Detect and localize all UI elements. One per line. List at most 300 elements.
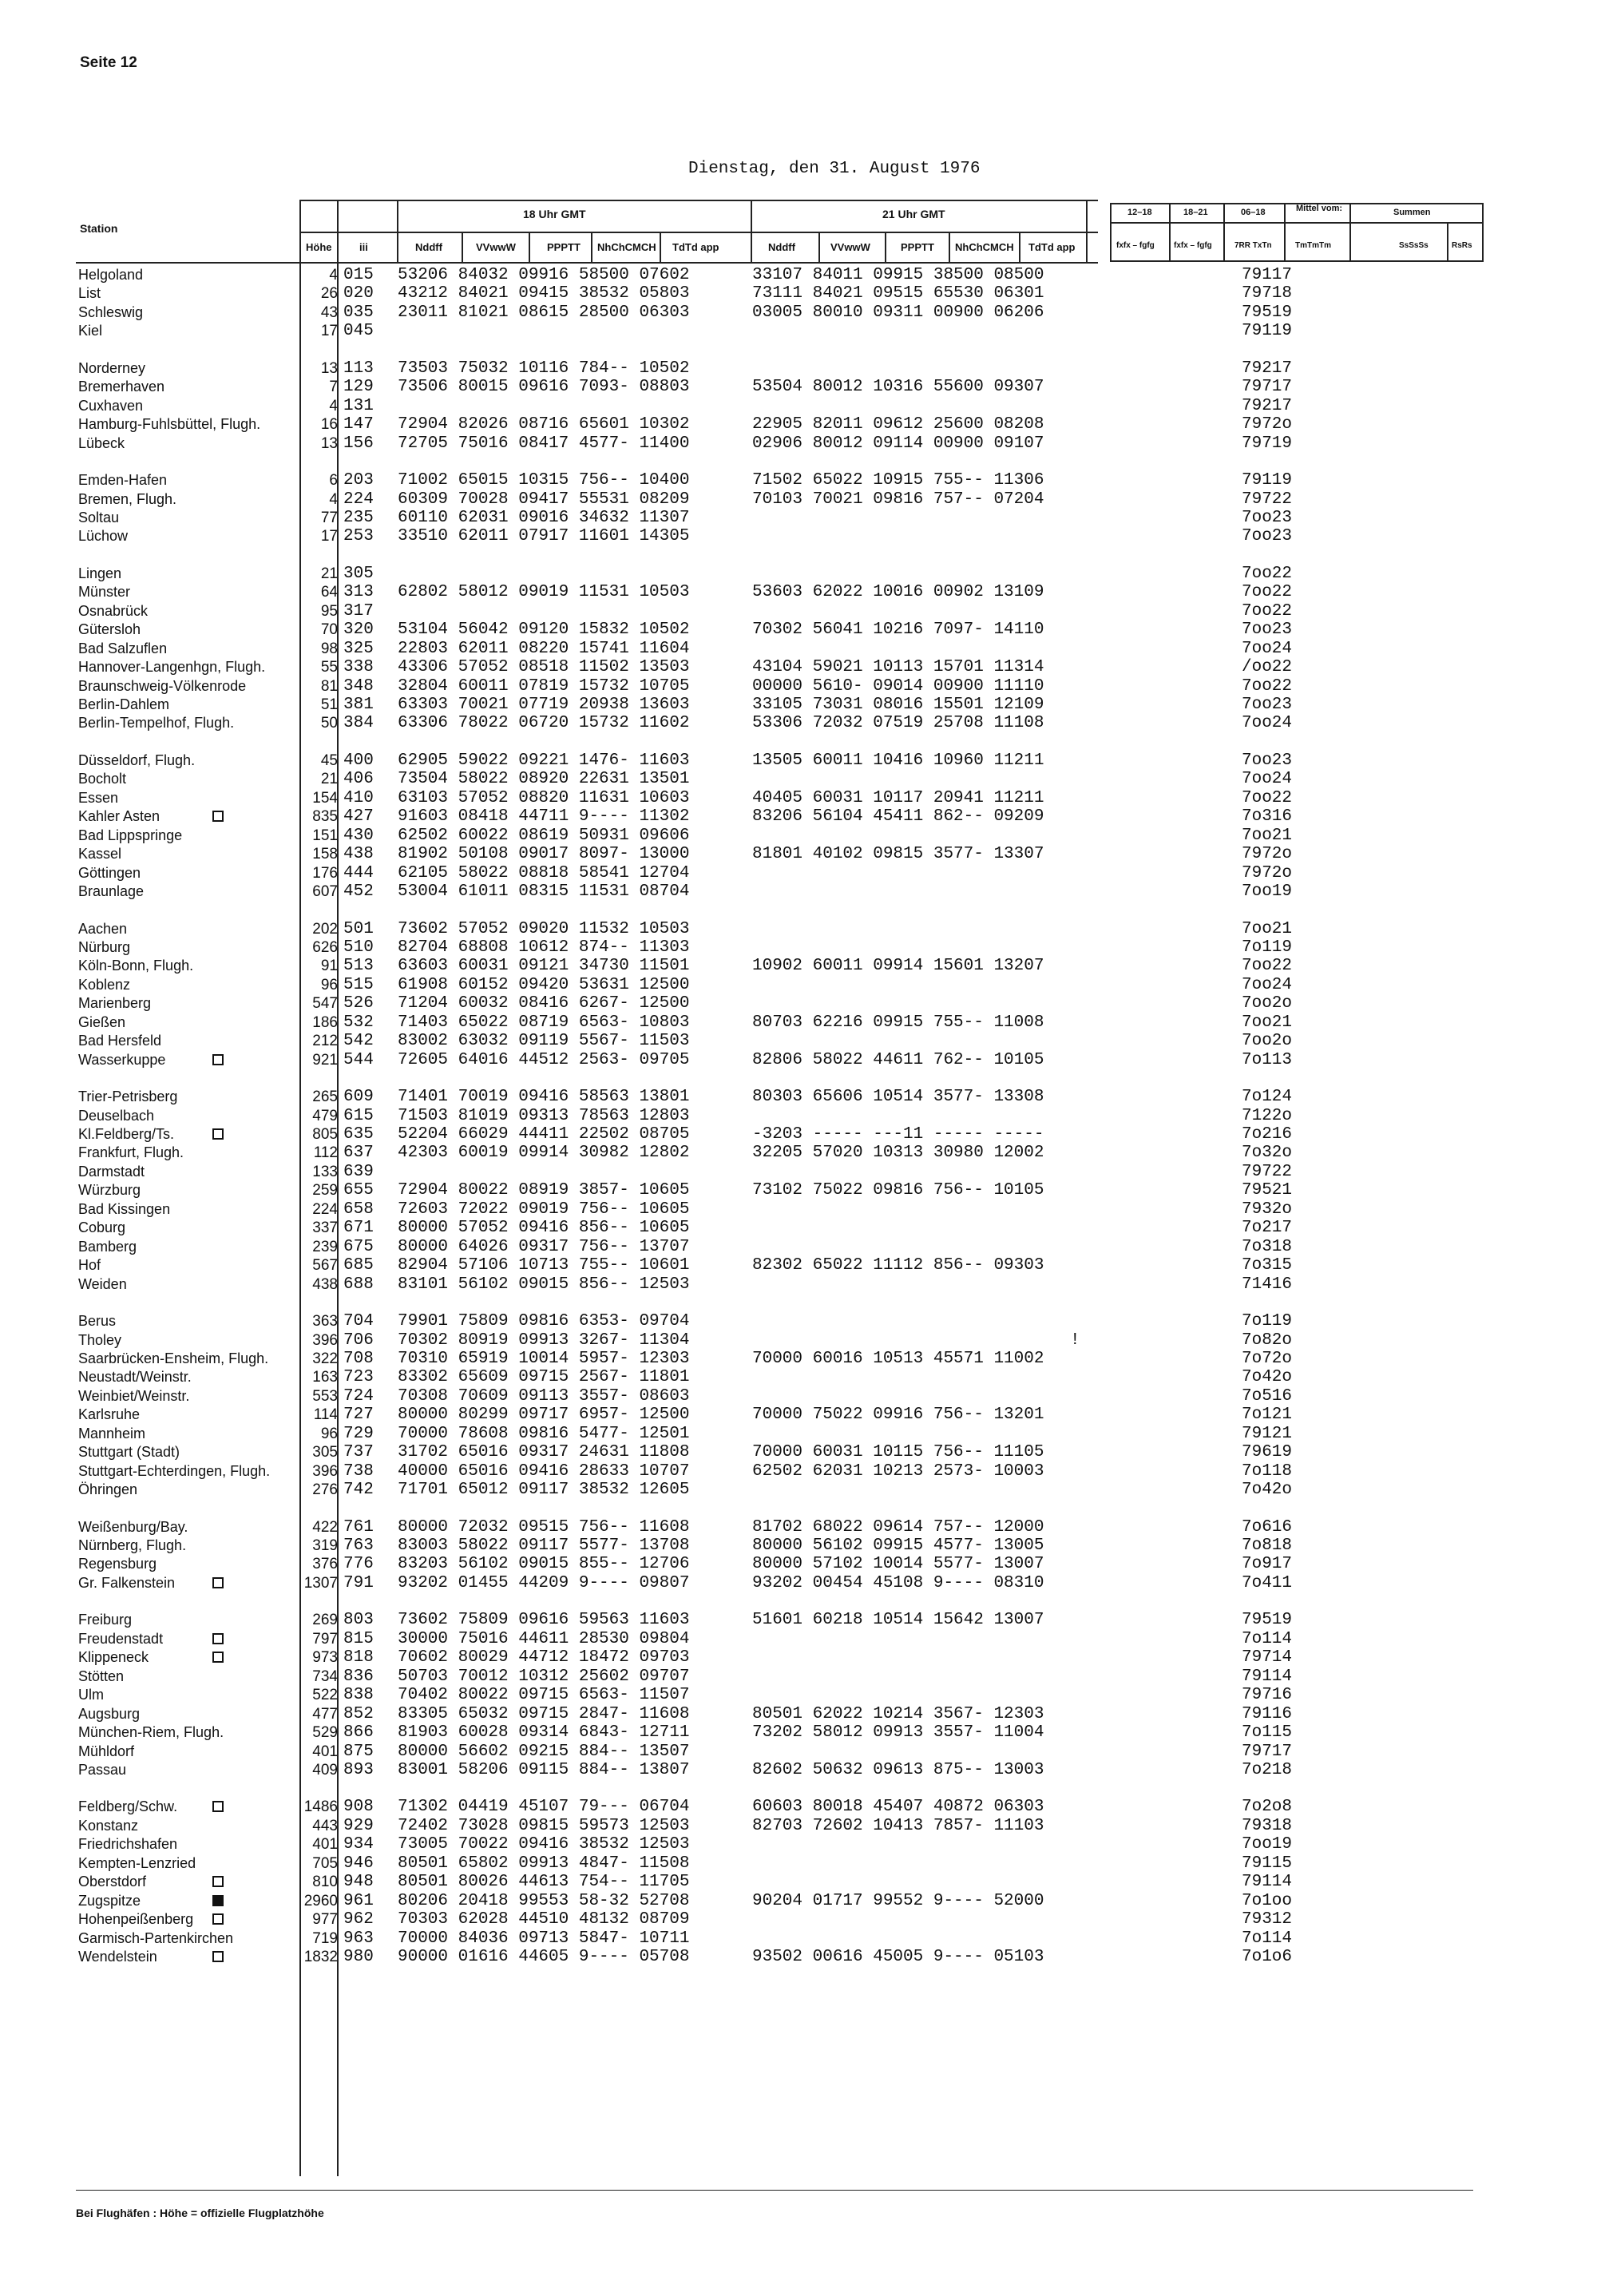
station-hoehe: 26 — [320, 285, 338, 302]
station-hoehe: 607 — [312, 883, 338, 900]
station-hoehe: 719 — [312, 1930, 338, 1947]
station-iii: 803 — [343, 1611, 374, 1629]
station-hoehe: 443 — [312, 1818, 338, 1834]
station-iii: 929 — [343, 1817, 374, 1835]
table-row — [0, 1667, 1597, 1686]
station-hoehe: 224 — [312, 1201, 338, 1218]
header-18-uhr: 18 Uhr GMT — [523, 208, 586, 220]
header-21-col-3: PPPTT — [901, 241, 934, 253]
table-row — [0, 1892, 1597, 1910]
obs-18-uhr: 71002 65015 10315 756-- 10400 — [398, 471, 690, 490]
square-marker — [212, 1128, 224, 1140]
header-21-col-2: VVwwW — [830, 241, 870, 253]
table-row — [0, 1630, 1597, 1648]
square-marker — [212, 1913, 224, 1925]
header-06-18: 06–18 — [1241, 208, 1266, 217]
station-name: Bad Salzuflen — [78, 640, 168, 656]
station-iii: 224 — [343, 490, 374, 509]
obs-18-uhr: 71503 81019 09313 78563 12803 — [398, 1107, 690, 1125]
station-hoehe: 151 — [312, 827, 338, 844]
station-hoehe: 363 — [312, 1313, 338, 1330]
header-18-col-1: Nddff — [415, 241, 442, 253]
station-name: Kempten-Lenzried — [78, 1855, 196, 1871]
tagesmittel-value: 79114 — [1242, 1873, 1293, 1891]
station-hoehe: 376 — [312, 1556, 338, 1572]
station-name: Bocholt — [78, 771, 127, 787]
station-hoehe: 835 — [312, 808, 338, 825]
station-iii: 723 — [343, 1368, 374, 1386]
tagesmittel-value: 7oo22 — [1242, 677, 1293, 696]
table-row — [0, 1312, 1597, 1330]
tagesmittel-value: 79119 — [1242, 471, 1293, 490]
table-row — [0, 415, 1597, 434]
station-hoehe: 17 — [320, 528, 338, 545]
station-hoehe: 202 — [312, 921, 338, 938]
table-row — [0, 1219, 1597, 1237]
tagesmittel-value: 79521 — [1242, 1181, 1293, 1200]
tagesmittel-value: 79217 — [1242, 397, 1293, 415]
obs-21-uhr: 33107 84011 09915 38500 08500 — [752, 266, 1044, 284]
station-hoehe: 186 — [312, 1014, 338, 1031]
station-hoehe: 705 — [312, 1855, 338, 1872]
obs-21-uhr: 70000 60016 10513 45571 11002 — [752, 1350, 1044, 1368]
station-name: Saarbrücken-Ensheim, Flugh. — [78, 1350, 269, 1366]
obs-18-uhr: 42303 60019 09914 30982 12802 — [398, 1144, 690, 1162]
station-name: Lingen — [78, 565, 122, 581]
station-name: Freiburg — [78, 1612, 133, 1628]
station-iii: 655 — [343, 1181, 374, 1200]
station-hoehe: 797 — [312, 1631, 338, 1648]
station-hoehe: 396 — [312, 1332, 338, 1349]
station-name: Karlsruhe — [78, 1406, 141, 1422]
station-iii: 763 — [343, 1537, 374, 1555]
station-iii: 045 — [343, 322, 374, 340]
obs-18-uhr: 70302 80919 09913 3267- 11304 — [398, 1331, 690, 1350]
station-hoehe: 114 — [313, 1406, 338, 1423]
obs-18-uhr: 62105 58022 08818 58541 12704 — [398, 864, 690, 882]
station-iii: 963 — [343, 1929, 374, 1948]
station-hoehe: 154 — [312, 790, 338, 807]
station-name: Würzburg — [78, 1182, 141, 1198]
station-hoehe: 547 — [312, 995, 338, 1012]
station-iii: 704 — [343, 1312, 374, 1330]
obs-18-uhr: 73503 75032 10116 784-- 10502 — [398, 359, 690, 378]
station-name: Lüchow — [78, 528, 129, 544]
station-iii: 708 — [343, 1350, 374, 1368]
station-iii: 962 — [343, 1910, 374, 1929]
footer-rule — [76, 2190, 1473, 2191]
station-name: Emden-Hafen — [78, 472, 168, 488]
obs-21-uhr: 80303 65606 10514 3577- 13308 — [752, 1088, 1044, 1106]
tagesmittel-value: 79714 — [1242, 1648, 1293, 1667]
station-name: München-Riem, Flugh. — [78, 1724, 224, 1740]
obs-21-uhr: 32205 57020 10313 30980 12002 — [752, 1144, 1044, 1162]
station-name: Stötten — [78, 1668, 125, 1684]
obs-18-uhr: 32804 60011 07819 15732 10705 — [398, 677, 690, 696]
tagesmittel-value: 7oo21 — [1242, 1013, 1293, 1032]
table-row — [0, 751, 1597, 770]
table-row — [0, 1425, 1597, 1443]
station-iii: 776 — [343, 1555, 374, 1573]
subheader-12-18: fxfx – fgfg — [1116, 241, 1155, 250]
table-row — [0, 1443, 1597, 1461]
obs-21-uhr: 90204 01717 99552 9---- 52000 — [752, 1892, 1044, 1910]
table-row — [0, 1817, 1597, 1835]
station-iii: 129 — [343, 378, 374, 396]
tagesmittel-value: 7oo22 — [1242, 789, 1293, 807]
station-name: Trier-Petrisberg — [78, 1089, 178, 1104]
station-name: Düsseldorf, Flugh. — [78, 752, 196, 768]
station-iii: 724 — [343, 1387, 374, 1406]
station-iii: 515 — [343, 976, 374, 994]
tagesmittel-value: 7o616 — [1242, 1518, 1293, 1537]
obs-18-uhr: 70308 70609 09113 3557- 08603 — [398, 1387, 690, 1406]
tagesmittel-value: 7o1oo — [1242, 1892, 1293, 1910]
obs-18-uhr: 70402 80022 09715 6563- 11507 — [398, 1686, 690, 1704]
obs-21-uhr: -3203 ----- ---11 ----- ----- — [752, 1125, 1044, 1144]
obs-18-uhr: 52204 66029 44411 22502 08705 — [398, 1125, 690, 1144]
station-hoehe: 479 — [312, 1108, 338, 1124]
station-iii: 430 — [343, 827, 374, 845]
station-iii: 934 — [343, 1835, 374, 1854]
station-iii: 410 — [343, 789, 374, 807]
obs-18-uhr: 72904 80022 08919 3857- 10605 — [398, 1181, 690, 1200]
obs-18-uhr: 83203 56102 09015 855-- 12706 — [398, 1555, 690, 1573]
station-name: Lübeck — [78, 435, 125, 451]
obs-21-uhr: 70000 75022 09916 756-- 13201 — [752, 1406, 1044, 1424]
station-name: Freudenstadt — [78, 1631, 164, 1647]
obs-18-uhr: 71701 65012 09117 38532 12605 — [398, 1481, 690, 1499]
table-row — [0, 621, 1597, 639]
table-row — [0, 1462, 1597, 1481]
tagesmittel-value: 7oo2o — [1242, 994, 1293, 1013]
date-line: Dienstag, den 31. August 1976 — [688, 160, 981, 178]
station-hoehe: 276 — [312, 1481, 338, 1498]
table-row — [0, 1350, 1597, 1368]
obs-18-uhr: 71204 60032 08416 6267- 12500 — [398, 994, 690, 1013]
table-row — [0, 1088, 1597, 1106]
table-row — [0, 1518, 1597, 1537]
header-18-col-3: PPPTT — [547, 241, 581, 253]
tagesmittel-value: 7o115 — [1242, 1723, 1293, 1742]
station-name: Bad Lippspringe — [78, 827, 183, 843]
station-name: Münster — [78, 584, 131, 600]
station-hoehe: 265 — [312, 1089, 338, 1105]
station-hoehe: 401 — [312, 1836, 338, 1853]
station-iii: 113 — [343, 359, 374, 378]
tagesmittel-value: 7oo2o — [1242, 1032, 1293, 1050]
obs-18-uhr: 63306 78022 06720 15732 11602 — [398, 714, 690, 732]
station-name: Tholey — [78, 1332, 122, 1348]
station-hoehe: 269 — [312, 1612, 338, 1628]
footnote: Bei Flughäfen : Höhe = offizielle Flugplatzhöhe — [76, 2207, 324, 2219]
station-hoehe: 7 — [329, 379, 338, 395]
obs-18-uhr: 22803 62011 08220 15741 11604 — [398, 640, 690, 658]
tagesmittel-value: 7o114 — [1242, 1630, 1293, 1648]
station-hoehe: 438 — [312, 1276, 338, 1293]
station-hoehe: 91 — [320, 958, 338, 974]
table-row — [0, 1611, 1597, 1629]
station-iii: 438 — [343, 845, 374, 863]
obs-18-uhr: 33510 62011 07917 11601 14305 — [398, 527, 690, 545]
obs-21-uhr: 93202 00454 45108 9---- 08310 — [752, 1574, 1044, 1592]
tagesmittel-value: 7o216 — [1242, 1125, 1293, 1144]
obs-18-uhr: 80000 57052 09416 856-- 10605 — [398, 1219, 690, 1237]
station-hoehe: 734 — [312, 1668, 338, 1685]
table-row — [0, 1835, 1597, 1854]
station-iii: 427 — [343, 807, 374, 826]
obs-18-uhr: 72605 64016 44512 2563- 09705 — [398, 1051, 690, 1069]
station-name: Cuxhaven — [78, 398, 144, 414]
station-hoehe: 158 — [312, 846, 338, 862]
table-row — [0, 920, 1597, 938]
obs-21-uhr: 82703 72602 10413 7857- 11103 — [752, 1817, 1044, 1835]
station-iii: 637 — [343, 1144, 374, 1162]
obs-18-uhr: 71302 04419 45107 79--- 06704 — [398, 1798, 690, 1816]
subheader-summen-1: SsSsSs — [1399, 241, 1429, 250]
tagesmittel-value: 7o42o — [1242, 1481, 1293, 1499]
header-mittel: Mittel vom: — [1295, 204, 1343, 213]
station-hoehe: 163 — [312, 1369, 338, 1386]
tagesmittel-value: 7oo23 — [1242, 751, 1293, 770]
square-marker — [212, 811, 224, 822]
subheader-mittel: TmTmTm — [1295, 241, 1331, 250]
obs-21-uhr: 22905 82011 09612 25600 08208 — [752, 415, 1044, 434]
obs-18-uhr: 79901 75809 09816 6353- 09704 — [398, 1312, 690, 1330]
tagesmittel-value: 79121 — [1242, 1425, 1293, 1443]
station-hoehe: 1832 — [303, 1949, 338, 1965]
station-name: Bremerhaven — [78, 379, 165, 395]
station-hoehe: 95 — [320, 603, 338, 620]
station-name: Hamburg-Fuhlsbüttel, Flugh. — [78, 416, 261, 432]
table-row — [0, 1256, 1597, 1275]
obs-18-uhr: 82704 68808 10612 874-- 11303 — [398, 938, 690, 957]
station-name: Weißenburg/Bay. — [78, 1519, 188, 1535]
station-iii: 893 — [343, 1761, 374, 1779]
subheader-summen-2: RsRs — [1452, 241, 1472, 250]
tagesmittel-value: 7972o — [1242, 845, 1293, 863]
tagesmittel-value: 79312 — [1242, 1910, 1293, 1929]
table-row — [0, 1481, 1597, 1499]
tagesmittel-value: 7o114 — [1242, 1929, 1293, 1948]
station-name: Essen — [78, 790, 119, 806]
station-iii: 203 — [343, 471, 374, 490]
station-iii: 131 — [343, 397, 374, 415]
station-hoehe: 17 — [320, 323, 338, 339]
table-row — [0, 696, 1597, 714]
square-marker — [212, 1633, 224, 1644]
station-iii: 015 — [343, 266, 374, 284]
header-21-col-1: Nddff — [768, 241, 795, 253]
station-iii: 501 — [343, 920, 374, 938]
station-iii: 147 — [343, 415, 374, 434]
obs-21-uhr: 83206 56104 45411 862-- 09209 — [752, 807, 1044, 826]
tagesmittel-value: 7oo24 — [1242, 770, 1293, 788]
obs-18-uhr: 53004 61011 08315 11531 08704 — [398, 882, 690, 901]
obs-18-uhr: 31702 65016 09317 24631 11808 — [398, 1443, 690, 1461]
station-iii: 818 — [343, 1648, 374, 1667]
table-row — [0, 1200, 1597, 1219]
table-row — [0, 1406, 1597, 1424]
obs-18-uhr: 91603 08418 44711 9---- 11302 — [398, 807, 690, 826]
table-row — [0, 602, 1597, 621]
table-row — [0, 994, 1597, 1013]
obs-18-uhr: 73506 80015 09616 7093- 08803 — [398, 378, 690, 396]
station-iii: 706 — [343, 1331, 374, 1350]
station-hoehe: 567 — [312, 1257, 338, 1274]
station-name: Gütersloh — [78, 621, 141, 637]
station-iii: 838 — [343, 1686, 374, 1704]
tagesmittel-value: 7o82o — [1242, 1331, 1293, 1350]
square-marker — [212, 1054, 224, 1065]
station-iii: 685 — [343, 1256, 374, 1275]
table-row — [0, 770, 1597, 788]
station-hoehe: 239 — [312, 1239, 338, 1255]
station-iii: 671 — [343, 1219, 374, 1237]
obs-18-uhr: 60110 62031 09016 34632 11307 — [398, 509, 690, 527]
obs-18-uhr: 60309 70028 09417 55531 08209 — [398, 490, 690, 509]
table-row — [0, 827, 1597, 845]
station-name: Zugspitze — [78, 1893, 141, 1909]
station-hoehe: 64 — [320, 584, 338, 601]
station-name: Gießen — [78, 1014, 126, 1030]
station-hoehe: 96 — [320, 977, 338, 993]
station-name: Passau — [78, 1762, 127, 1778]
station-iii: 908 — [343, 1798, 374, 1816]
station-hoehe: 77 — [320, 510, 338, 526]
station-name: Konstanz — [78, 1818, 139, 1834]
header-18-col-5: TdTd app — [672, 241, 719, 253]
obs-18-uhr: 72603 72022 09019 756-- 10605 — [398, 1200, 690, 1219]
table-row — [0, 957, 1597, 975]
station-name: Darmstadt — [78, 1164, 145, 1180]
obs-18-uhr: 53104 56042 09120 15832 10502 — [398, 621, 690, 639]
obs-18-uhr: 71401 70019 09416 58563 13801 — [398, 1088, 690, 1106]
station-hoehe: 16 — [320, 416, 338, 433]
station-hoehe: 409 — [312, 1762, 338, 1779]
tagesmittel-value: 7oo19 — [1242, 1835, 1293, 1854]
table-row — [0, 565, 1597, 583]
tagesmittel-value: 79318 — [1242, 1817, 1293, 1835]
station-iii: 742 — [343, 1481, 374, 1499]
obs-21-uhr: 80000 56102 09915 4577- 13005 — [752, 1537, 1044, 1555]
station-hoehe: 977 — [312, 1911, 338, 1928]
obs-21-uhr: 43104 59021 10113 15701 11314 — [752, 658, 1044, 676]
tagesmittel-value: 7o516 — [1242, 1387, 1293, 1406]
station-iii: 639 — [343, 1163, 374, 1181]
station-hoehe: 6 — [329, 472, 338, 489]
tagesmittel-value: 7oo22 — [1242, 565, 1293, 583]
table-row — [0, 640, 1597, 658]
table-row — [0, 789, 1597, 807]
square-marker — [212, 1951, 224, 1962]
station-iii: 815 — [343, 1630, 374, 1648]
obs-18-uhr: 71403 65022 08719 6563- 10803 — [398, 1013, 690, 1032]
obs-21-uhr: 93502 00616 45005 9---- 05103 — [752, 1948, 1044, 1966]
station-iii: 675 — [343, 1238, 374, 1256]
station-iii: 444 — [343, 864, 374, 882]
station-iii: 510 — [343, 938, 374, 957]
station-name: Augsburg — [78, 1706, 141, 1722]
obs-21-uhr: 51601 60218 10514 15642 13007 — [752, 1611, 1044, 1629]
station-hoehe: 21 — [320, 565, 338, 582]
tagesmittel-value: 7o32o — [1242, 1144, 1293, 1162]
subheader-06-18: 7RR TxTn — [1234, 241, 1272, 250]
station-name: Mannheim — [78, 1426, 146, 1441]
tagesmittel-value: 7oo23 — [1242, 621, 1293, 639]
station-hoehe: 13 — [320, 360, 338, 377]
station-name: Göttingen — [78, 865, 141, 881]
tagesmittel-value: 79115 — [1242, 1854, 1293, 1873]
table-row — [0, 1032, 1597, 1050]
tagesmittel-value: 7o42o — [1242, 1368, 1293, 1386]
station-iii: 532 — [343, 1013, 374, 1032]
obs-21-uhr: 70302 56041 10216 7097- 14110 — [752, 621, 1044, 639]
table-row — [0, 490, 1597, 509]
table-row — [0, 1743, 1597, 1761]
station-iii: 946 — [343, 1854, 374, 1873]
tagesmittel-value: 79716 — [1242, 1686, 1293, 1704]
square-marker — [212, 1652, 224, 1663]
station-hoehe: 4 — [329, 491, 338, 508]
tagesmittel-value: 7o917 — [1242, 1555, 1293, 1573]
station-hoehe: 522 — [312, 1687, 338, 1703]
table-row — [0, 864, 1597, 882]
table-row — [0, 1537, 1597, 1555]
obs-21-uhr: 33105 73031 08016 15501 12109 — [752, 696, 1044, 714]
obs-18-uhr: 43212 84021 09415 38532 05803 — [398, 284, 690, 303]
obs-18-uhr: 83305 65032 09715 2847- 11608 — [398, 1705, 690, 1723]
tagesmittel-value: 79719 — [1242, 434, 1293, 453]
station-iii: 615 — [343, 1107, 374, 1125]
header-iii: iii — [359, 241, 368, 253]
station-iii: 658 — [343, 1200, 374, 1219]
station-name: Köln-Bonn, Flugh. — [78, 958, 194, 974]
header-12-18: 12–18 — [1127, 208, 1152, 217]
tagesmittel-value: 79114 — [1242, 1667, 1293, 1686]
tagesmittel-value: 7oo23 — [1242, 509, 1293, 527]
station-iii: 400 — [343, 751, 374, 770]
obs-18-uhr: 62802 58012 09019 11531 10503 — [398, 583, 690, 601]
station-name: Oberstdorf — [78, 1874, 147, 1890]
tagesmittel-value: /oo22 — [1242, 658, 1293, 676]
table-row — [0, 527, 1597, 545]
table-row — [0, 1125, 1597, 1144]
tagesmittel-value: 79717 — [1242, 1743, 1293, 1761]
table-row — [0, 1275, 1597, 1294]
tagesmittel-value: 7o217 — [1242, 1219, 1293, 1237]
station-name: Wendelstein — [78, 1949, 157, 1965]
table-row — [0, 509, 1597, 527]
obs-21-uhr: 13505 60011 10416 10960 11211 — [752, 751, 1044, 770]
tagesmittel-value: 7o411 — [1242, 1574, 1293, 1592]
obs-18-uhr: 83302 65609 09715 2567- 11801 — [398, 1368, 690, 1386]
header-18-21: 18–21 — [1183, 208, 1208, 217]
square-marker — [212, 1577, 224, 1588]
page-label: Seite 12 — [80, 54, 137, 71]
tagesmittel-value: 7o119 — [1242, 1312, 1293, 1330]
obs-21-uhr: 70000 60031 10115 756-- 11105 — [752, 1443, 1044, 1461]
table-row — [0, 807, 1597, 826]
obs-21-uhr: 82806 58022 44611 762-- 10105 — [752, 1051, 1044, 1069]
tagesmittel-value: 79519 — [1242, 1611, 1293, 1629]
station-name: Wasserkuppe — [78, 1052, 166, 1068]
tagesmittel-value: 7oo19 — [1242, 882, 1293, 901]
tagesmittel-value: 7o316 — [1242, 807, 1293, 826]
station-hoehe: 259 — [312, 1182, 338, 1199]
obs-18-uhr: 83003 58022 09117 5577- 13708 — [398, 1537, 690, 1555]
station-name: Neustadt/Weinstr. — [78, 1369, 192, 1385]
